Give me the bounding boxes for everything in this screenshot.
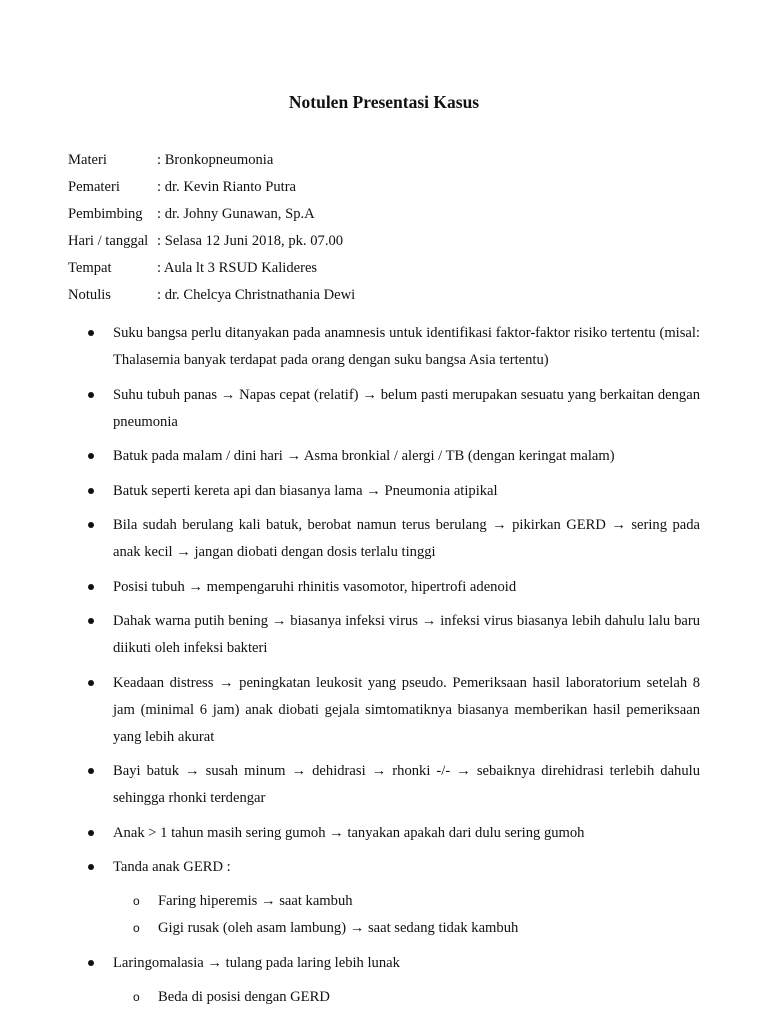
list-item bbox=[0, 443, 768, 470]
bullet-icon bbox=[88, 680, 94, 686]
meta-row bbox=[68, 201, 355, 228]
meta-label: Notulis bbox=[68, 287, 111, 303]
meta-table bbox=[68, 147, 355, 309]
list-item bbox=[0, 574, 768, 601]
list-item-text: Bila sudah berulang kali batuk, berobat namun terus berulang → pikirkan GERD → sering pada anak kecil → jangan diobati dengan dosis terlalu tinggi bbox=[113, 517, 700, 560]
sub-list-item bbox=[0, 915, 768, 942]
bullet-icon bbox=[88, 960, 94, 966]
sub-list-item bbox=[0, 984, 768, 1011]
list-item-text: Tanda anak GERD : bbox=[113, 859, 231, 875]
meta-label: Pembimbing bbox=[68, 206, 143, 222]
bullet-icon bbox=[88, 453, 94, 459]
circle-bullet-icon: o bbox=[133, 989, 140, 1004]
list-item-text: Keadaan distress → peningkatan leukosit yang pseudo. Pemeriksaan hasil laboratorium setelah 8 jam (minimal 6 jam) anak diobati gejala simtomatiknya biasanya memberikan hasil pemeriksaan yang lebih akurat bbox=[113, 674, 700, 745]
meta-value: : Bronkopneumonia bbox=[157, 152, 274, 168]
list-item bbox=[0, 382, 768, 436]
list-item bbox=[0, 758, 768, 812]
list-item-text: Suku bangsa perlu ditanyakan pada anamnesis untuk identifikasi faktor-faktor risiko tertentu (misal: Thalasemia banyak terdapat pada orang dengan suku bangsa Asia tertentu) bbox=[113, 325, 700, 368]
meta-label: Pemateri bbox=[68, 179, 120, 195]
list-item bbox=[0, 950, 768, 1011]
list-item-text: Suhu tubuh panas → Napas cepat (relatif) → belum pasti merupakan sesuatu yang berkaitan dengan pneumonia bbox=[113, 386, 700, 430]
meta-label: Hari / tanggal bbox=[68, 233, 149, 249]
document-title: Notulen Presentasi Kasus bbox=[288, 92, 480, 112]
list-item-text: Anak > 1 tahun masih sering gumoh → tanyakan apakah dari dulu sering gumoh bbox=[113, 824, 585, 841]
list-item bbox=[0, 478, 768, 505]
meta-label: Tempat bbox=[68, 260, 112, 276]
bullet-icon bbox=[88, 330, 94, 336]
sub-list-item-text: Beda di posisi dengan GERD bbox=[158, 988, 330, 1005]
sub-list bbox=[0, 984, 768, 1011]
sub-list-item-text: Gigi rusak (oleh asam lambung) → saat sedang tidak kambuh bbox=[158, 920, 519, 936]
list-item bbox=[0, 670, 768, 751]
meta-value: : dr. Johny Gunawan, Sp.A bbox=[157, 206, 315, 222]
meta-row bbox=[68, 255, 355, 282]
bullet-icon bbox=[88, 768, 94, 774]
meta-row bbox=[68, 282, 355, 309]
list-item bbox=[0, 512, 768, 566]
bullet-icon bbox=[88, 618, 94, 624]
bullet-icon bbox=[88, 864, 94, 870]
list-item-text: Batuk seperti kereta api dan biasanya lama → Pneumonia atipikal bbox=[113, 482, 498, 499]
circle-bullet-icon: o bbox=[133, 894, 140, 908]
meta-row bbox=[68, 147, 355, 174]
bullet-icon bbox=[88, 392, 94, 398]
list-item-text: Laringomalasia → tulang pada laring lebih lunak bbox=[113, 954, 400, 971]
list-item bbox=[0, 820, 768, 847]
sub-list bbox=[0, 888, 768, 942]
meta-row bbox=[68, 174, 355, 201]
bullet-icon bbox=[88, 830, 94, 836]
circle-bullet-icon: o bbox=[133, 921, 140, 935]
list-item bbox=[0, 854, 768, 942]
sub-list-item-text: Faring hiperemis → saat kambuh bbox=[158, 893, 353, 909]
list-item-text: Batuk pada malam / dini hari → Asma bronkial / alergi / TB (dengan keringat malam) bbox=[113, 448, 615, 464]
meta-value: : Aula lt 3 RSUD Kalideres bbox=[157, 260, 318, 276]
meta-value: : dr. Kevin Rianto Putra bbox=[157, 179, 297, 195]
list-item-text: Bayi batuk → susah minum → dehidrasi → rhonki -/- → sebaiknya direhidrasi terlebih dahulu sehingga rhonki terdengar bbox=[113, 763, 700, 806]
bullet-icon bbox=[88, 584, 94, 590]
meta-row bbox=[68, 228, 355, 255]
list-item-text: Dahak warna putih bening → biasanya infeksi virus → infeksi virus biasanya lebih dahulu lalu baru diikuti oleh infeksi bakteri bbox=[113, 613, 700, 656]
meta-value: : dr. Chelcya Christnathania Dewi bbox=[157, 287, 356, 303]
sub-list-item bbox=[0, 888, 768, 915]
meta-value: : Selasa 12 Juni 2018, pk. 07.00 bbox=[157, 233, 344, 249]
list-item bbox=[0, 320, 768, 374]
notes-list bbox=[0, 320, 768, 1018]
bullet-icon bbox=[88, 522, 94, 528]
bullet-icon bbox=[88, 488, 94, 494]
list-item-text: Posisi tubuh → mempengaruhi rhinitis vasomotor, hipertrofi adenoid bbox=[113, 578, 517, 595]
meta-label: Materi bbox=[68, 152, 107, 168]
list-item bbox=[0, 608, 768, 662]
